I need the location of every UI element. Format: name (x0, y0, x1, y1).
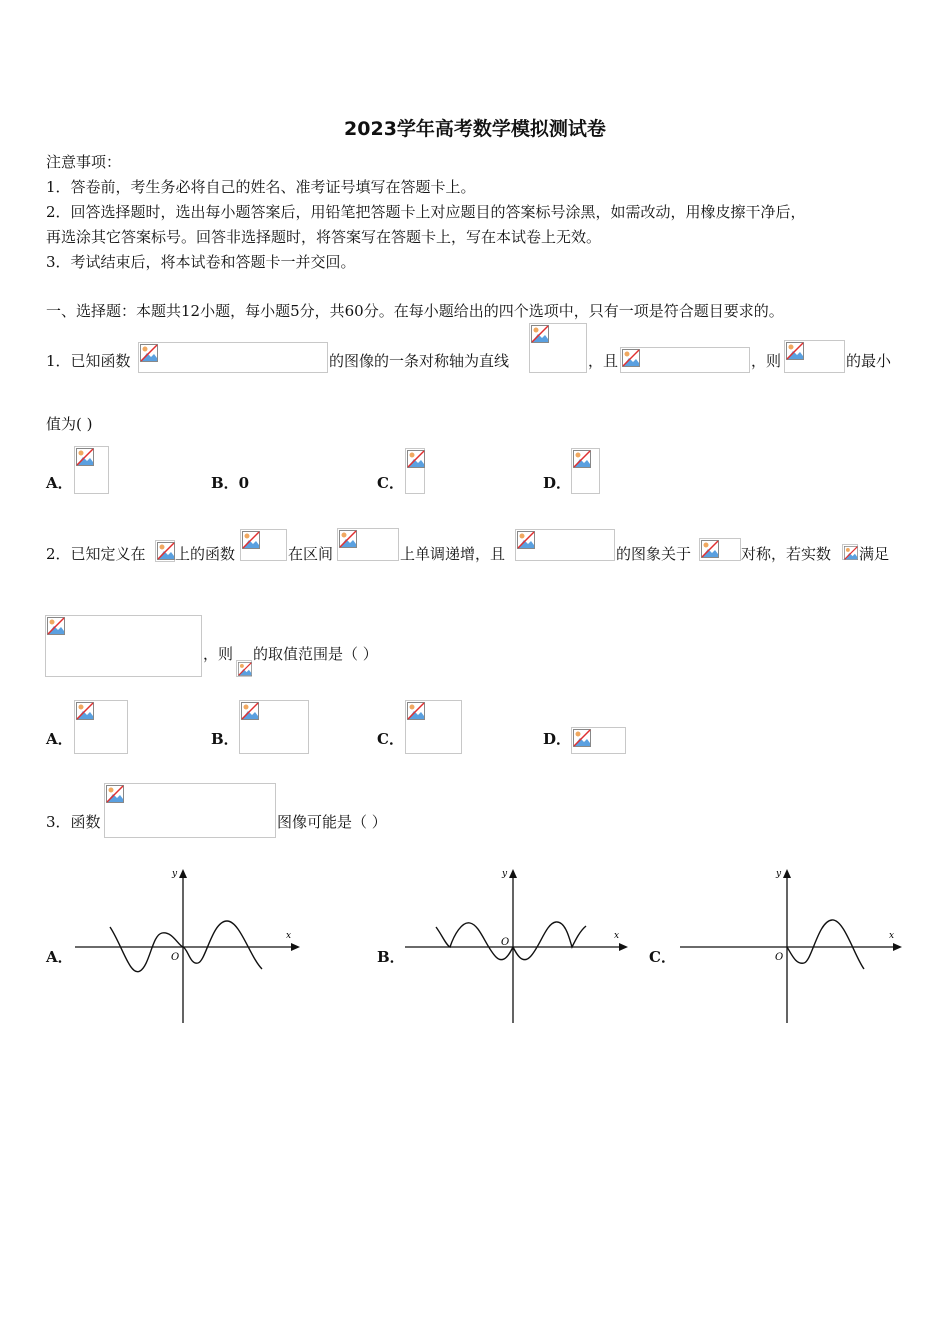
q1-text-3: ，且 (588, 352, 619, 370)
q2-formula-image-8 (236, 660, 252, 677)
broken-image-icon (76, 702, 94, 720)
y-axis-arrow (179, 869, 187, 878)
q3-formula-image-1 (104, 783, 276, 838)
q3-text-2: 图像可能是（ ） (277, 813, 387, 831)
q2-option-d-image (571, 727, 626, 754)
broken-image-icon (407, 702, 425, 720)
y-axis-label: y (502, 869, 508, 879)
q3-text-1: 3．函数 (46, 813, 101, 831)
q1-formula-image-4 (784, 340, 845, 373)
q2-text-7: 满足 (859, 545, 890, 563)
q2-text-2: 上的函数 (175, 545, 236, 563)
notice-heading: 注意事项： (46, 153, 122, 171)
q1-text-5: 的最小 (846, 352, 892, 370)
q3-option-a-label: A． (46, 948, 73, 966)
q1-option-d-image (571, 448, 600, 494)
q1-option-b-label: B．0 (211, 474, 250, 492)
y-axis-arrow (509, 869, 517, 878)
broken-image-icon (786, 342, 804, 360)
broken-image-icon (76, 448, 94, 466)
q3-option-b-label: B． (377, 948, 405, 966)
y-axis-label: y (172, 869, 178, 879)
x-axis-label: x (614, 931, 620, 941)
q1-text-6: 值为( ) (46, 415, 93, 433)
y-axis-label: y (776, 869, 782, 879)
q2-formula-image-2 (240, 529, 287, 561)
curve-c (787, 920, 864, 969)
q2-text-1: 2．已知定义在 (46, 545, 146, 563)
x-axis-arrow (893, 943, 902, 951)
broken-image-icon (531, 325, 549, 343)
broken-image-icon (140, 344, 158, 362)
q2-option-b-label: B． (211, 730, 239, 748)
q2-text-6: 对称，若实数 (741, 545, 832, 563)
broken-image-icon (106, 785, 124, 803)
q3-option-a-graph (70, 865, 305, 1025)
curve-b (436, 922, 586, 960)
x-axis-arrow (291, 943, 300, 951)
q1-formula-image-1 (138, 342, 328, 373)
broken-image-icon (844, 546, 858, 560)
q2-text-9: 的取值范围是（ ） (253, 645, 378, 663)
broken-image-icon (517, 531, 535, 549)
q2-option-a-label: A． (46, 730, 73, 748)
q1-formula-image-3 (620, 347, 750, 373)
q3-option-b-graph (400, 865, 635, 1025)
broken-image-icon (573, 729, 591, 747)
q2-formula-image-3 (337, 528, 399, 561)
q2-option-c-image (405, 700, 462, 754)
notice-item-3: 3．考试结束后，将本试卷和答题卡一并交回。 (46, 253, 356, 271)
q2-text-8: ，则 (203, 645, 234, 663)
broken-image-icon (339, 530, 357, 548)
broken-image-icon (157, 542, 175, 560)
q2-option-b-image (239, 700, 309, 754)
q2-text-3: 在区间 (288, 545, 334, 563)
page-title: 2023学年高考数学模拟测试卷 (344, 118, 606, 140)
q1-option-c-image (405, 448, 425, 494)
q1-option-a-label: A． (46, 474, 73, 492)
x-axis-arrow (619, 943, 628, 951)
origin-label: O (171, 952, 180, 963)
notice-item-2-cont: 再选涂其它答案标号。回答非选择题时，将答案写在答题卡上，写在本试卷上无效。 (46, 228, 602, 246)
q2-formula-image-7 (45, 615, 202, 677)
q3-option-c-label: C． (649, 948, 676, 966)
x-axis-label: x (286, 931, 292, 941)
broken-image-icon (407, 450, 425, 468)
broken-image-icon (47, 617, 65, 635)
q2-formula-image-5 (699, 538, 741, 561)
origin-label: O (775, 952, 784, 963)
q2-formula-image-6 (842, 544, 858, 560)
q2-text-4: 上单调递增，且 (400, 545, 506, 563)
q1-formula-image-2 (529, 323, 587, 373)
broken-image-icon (622, 349, 640, 367)
origin-label: O (501, 937, 510, 948)
q1-option-c-label: C． (377, 474, 404, 492)
q2-text-5: 的图象关于 (616, 545, 692, 563)
broken-image-icon (701, 540, 719, 558)
broken-image-icon (242, 531, 260, 549)
q2-formula-image-1 (155, 540, 175, 562)
q1-option-a-image (74, 446, 109, 494)
notice-item-1: 1．答卷前，考生务必将自己的姓名、准考证号填写在答题卡上。 (46, 178, 476, 196)
q2-formula-image-4 (515, 529, 615, 561)
q1-text-4: ，则 (751, 352, 782, 370)
section-heading: 一、选择题：本题共12小题，每小题5分，共60分。在每小题给出的四个选项中，只有一项是符合题目要求的。 (46, 302, 784, 320)
x-axis-label: x (889, 931, 895, 941)
q3-option-c-graph (672, 865, 910, 1025)
y-axis-arrow (783, 869, 791, 878)
q2-option-a-image (74, 700, 128, 754)
q1-text-1: 1．已知函数 (46, 352, 131, 370)
q1-text-2: 的图像的一条对称轴为直线 (329, 352, 510, 370)
notice-item-2: 2．回答选择题时，选出每小题答案后，用铅笔把答题卡上对应题目的答案标号涂黑，如需改动，用橡皮擦干净后， (46, 203, 806, 221)
q2-option-d-label: D． (543, 730, 572, 748)
broken-image-icon (238, 662, 252, 676)
broken-image-icon (241, 702, 259, 720)
broken-image-icon (573, 450, 591, 468)
q2-option-c-label: C． (377, 730, 404, 748)
q1-option-d-label: D． (543, 474, 572, 492)
